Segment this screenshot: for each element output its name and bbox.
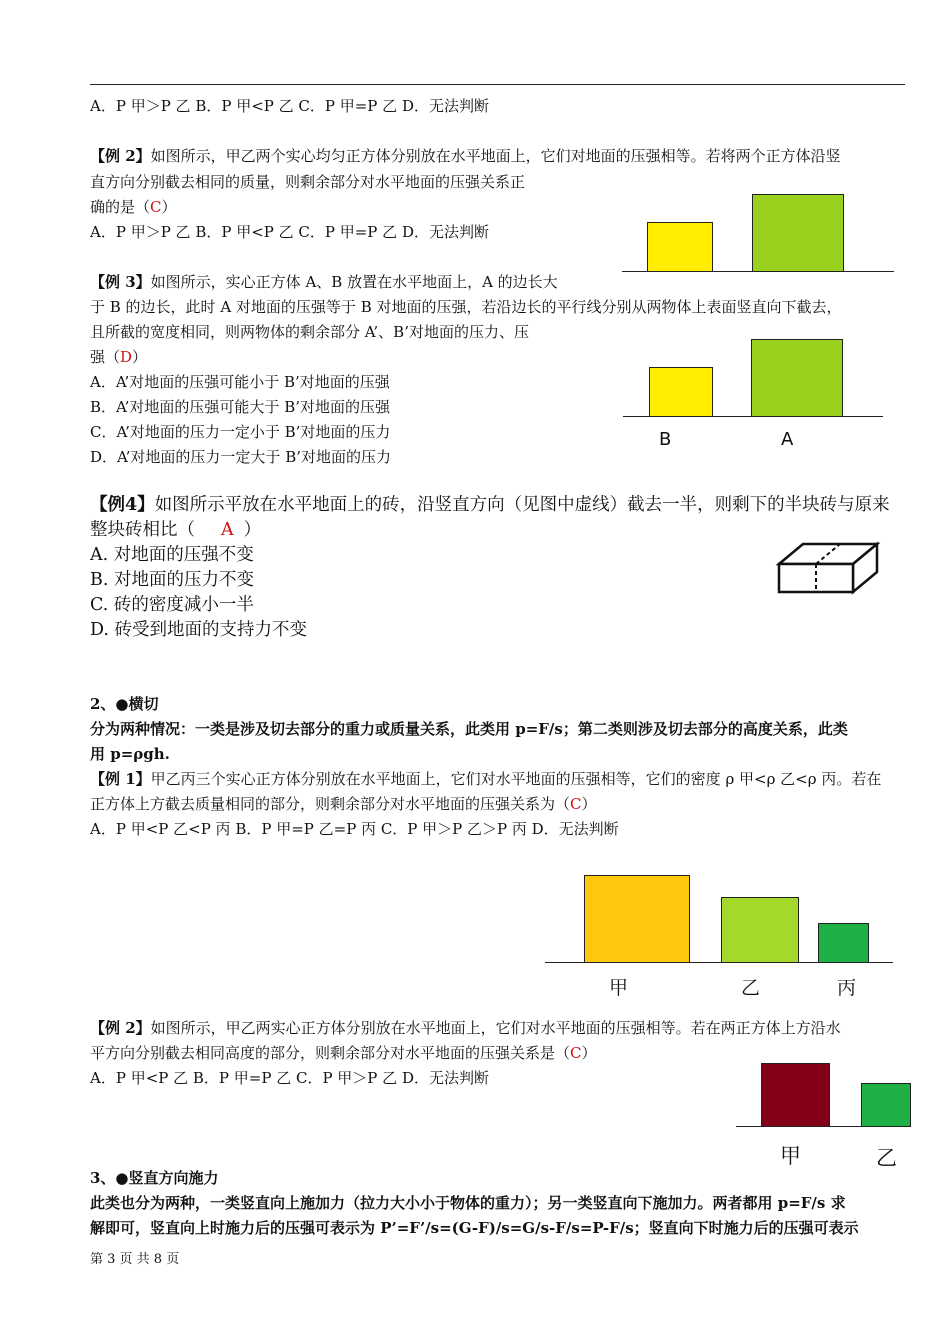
example-4-line-1: 【例4】如图所示平放在水平地面上的砖，沿竖直方向（见图中虚线）截去一半，则剩下的半块砖与原来: [90, 495, 890, 515]
example-tag: 【例4】: [90, 495, 155, 515]
answer-text: C: [150, 198, 162, 216]
section-3-desc-1: 此类也分为两种，一类竖直向上施加力（拉力大小小于物体的重力）；另一类竖直向下施加力。两者都用 p=F/s 求: [90, 1194, 846, 1212]
header-rule: [90, 84, 905, 85]
page-footer: 第 3 页 共 8 页: [90, 1252, 180, 1267]
cube-a: [751, 339, 843, 417]
cube-b: [649, 367, 713, 417]
example-tag: 【例 3】: [90, 273, 151, 291]
section-2-desc-2: 用 p=ρgh.: [90, 745, 170, 763]
option-b: B. 对地面的压力不变: [90, 570, 254, 590]
option-c: C．A’对地面的压力一定小于 B’对地面的压力: [90, 423, 391, 441]
answer-text: C: [570, 795, 582, 813]
section-3-heading: 3、●竖直方向施力: [90, 1169, 219, 1187]
label-jia: 甲: [780, 1144, 801, 1168]
cube-yi: [721, 897, 799, 963]
cube-bing: [818, 923, 869, 963]
section-2-desc-1: 分为两种情况：一类是涉及切去部分的重力或质量关系，此类用 p=F/s；第二类则涉及切去部分的高度关系，此类: [90, 720, 848, 738]
cube-large: [752, 194, 844, 272]
answer-text: C: [570, 1044, 582, 1062]
option-b: B．A’对地面的压强可能大于 B’对地面的压强: [90, 398, 390, 416]
example-3-line-4: 强（D）: [90, 348, 148, 366]
answer-text: D: [120, 348, 133, 366]
cube-jia: [584, 875, 690, 963]
option-a: A. 对地面的压强不变: [90, 545, 254, 565]
cube-jia: [761, 1063, 830, 1127]
label-yi: 乙: [741, 977, 761, 999]
example-3-line-2: 于 B 的边长，此时 A 对地面的压强等于 B 对地面的压强，若沿边长的平行线分别从两物体上表面竖直向下截去，: [90, 298, 842, 316]
label-jia: 甲: [609, 977, 629, 999]
cube-small: [647, 222, 713, 272]
cube-yi: [861, 1083, 911, 1127]
answer-text: A: [221, 520, 234, 540]
s2-example-1-line-2: 正方体上方截去质量相同的部分，则剩余部分对水平地面的压强关系为（C）: [90, 795, 597, 813]
figure-cubes-a-b: [623, 335, 888, 455]
s2-example-2-options: A．P 甲<P 乙 B．P 甲=P 乙 C．P 甲＞P 乙 D．无法判断: [90, 1069, 489, 1087]
example-3-line-1: 【例 3】如图所示，实心正方体 A、B 放置在水平地面上，A 的边长大: [90, 273, 558, 291]
ground-line: [545, 962, 893, 963]
example-2-line-1: 【例 2】如图所示，甲乙两个实心均匀正方体分别放在水平地面上，它们对地面的压强相等。若将两个正方体沿竖: [90, 147, 841, 165]
option-d: D. 砖受到地面的支持力不变: [90, 620, 308, 640]
option-d: D．A’对地面的压力一定大于 B’对地面的压力: [90, 448, 391, 466]
option-a: A．A’对地面的压强可能小于 B’对地面的压强: [90, 373, 390, 391]
s2-example-1-line-1: 【例 1】甲乙丙三个实心正方体分别放在水平地面上，它们对水平地面的压强相等，它们的密度 ρ 甲<ρ 乙<ρ 丙。若在: [90, 770, 882, 788]
s2-example-1-options: A．P 甲<P 乙<P 丙 B．P 甲=P 乙=P 丙 C．P 甲＞P 乙＞P 丙 D．无法判断: [90, 820, 619, 838]
example-tag: 【例 2】: [90, 147, 151, 165]
s2-example-2-line-1: 【例 2】如图所示，甲乙两实心正方体分别放在水平地面上，它们对水平地面的压强相等。若在两正方体上方沿水: [90, 1019, 841, 1037]
example-2-line-3: 确的是（C）: [90, 198, 177, 216]
example-2-options: A．P 甲＞P 乙 B．P 甲<P 乙 C．P 甲=P 乙 D．无法判断: [90, 223, 489, 241]
ground-line: [622, 271, 894, 272]
label-b: B: [659, 429, 672, 450]
section-3-desc-2: 解即可，竖直向上时施力后的压强可表示为 P’=F’/s=(G-F)/s=G/s-F/s=P-F/s；竖直向下时施力后的压强可表示: [90, 1219, 859, 1237]
example-3-line-3: 且所截的宽度相同，则两物体的剩余部分 A’、B’对地面的压力、压: [90, 323, 529, 341]
label-yi: 乙: [876, 1146, 897, 1170]
example-tag: 【例 1】: [90, 770, 151, 788]
ground-line: [736, 1126, 906, 1127]
label-a: A: [781, 429, 794, 450]
option-c: C. 砖的密度减小一半: [90, 595, 254, 615]
brick-figure: [775, 538, 885, 598]
figure-two-cubes-horizontal: [736, 1060, 908, 1170]
s2-example-2-line-2: 平方向分别截去相同高度的部分，则剩余部分对水平地面的压强关系是（C）: [90, 1044, 597, 1062]
section-2-heading: 2、●横切: [90, 695, 159, 713]
options-line: A．P 甲＞P 乙 B．P 甲<P 乙 C．P 甲=P 乙 D．无法判断: [90, 97, 489, 115]
figure-three-cubes: [545, 870, 895, 1005]
ground-line: [623, 416, 883, 417]
figure-two-cubes: [622, 190, 897, 275]
label-bing: 丙: [837, 977, 857, 999]
example-2-line-2: 直方向分别截去相同的质量，则剩余部分对水平地面的压强关系正: [90, 173, 526, 191]
example-4-line-2: 整块砖相比（ A ）: [90, 520, 262, 540]
example-tag: 【例 2】: [90, 1019, 151, 1037]
